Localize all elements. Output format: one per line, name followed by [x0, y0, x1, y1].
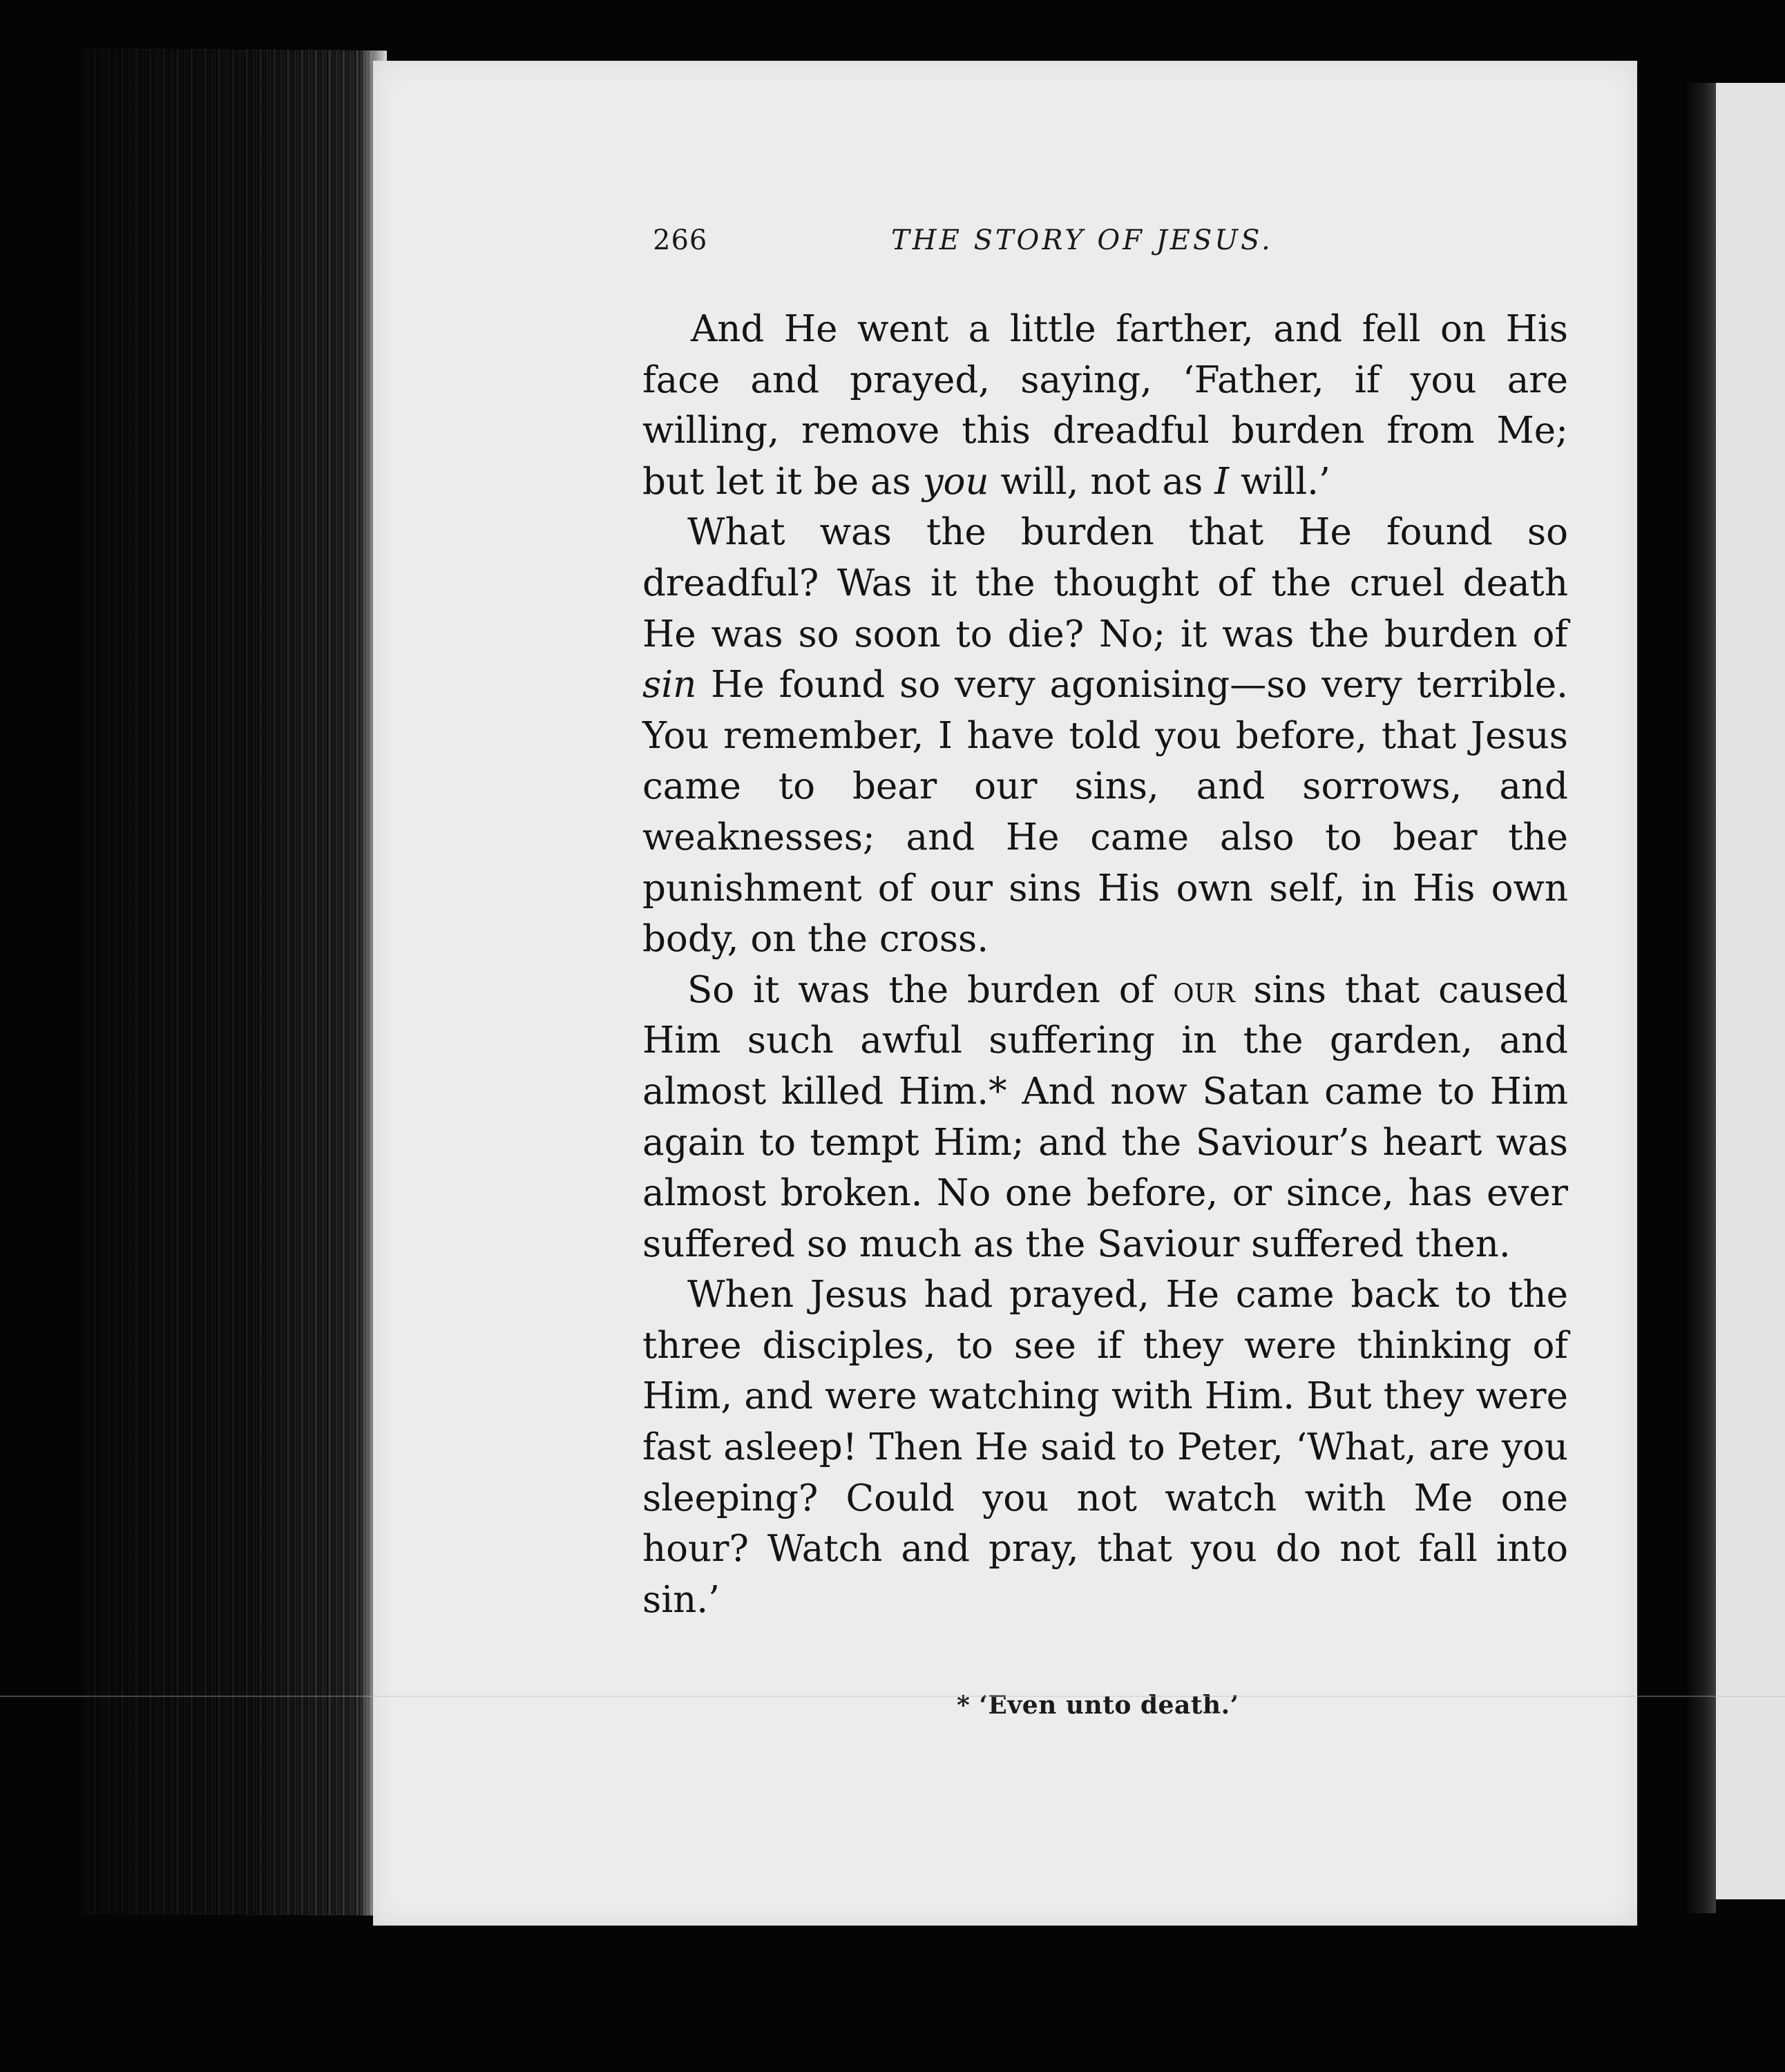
body-text	[642, 304, 1568, 1625]
adjacent-page-edge	[1716, 83, 1785, 1899]
italic-word: sin	[642, 664, 697, 707]
small-caps-word: our	[1173, 968, 1235, 1011]
book-page-edges	[83, 49, 387, 1916]
running-header	[653, 224, 1344, 266]
page-number: 266	[653, 224, 708, 256]
scanner-line-artifact	[0, 1696, 1785, 1697]
paragraph-text: sins that caused Him such awful suffering in the garden, and almost killed Him.* And now Satan came to Him again to tempt Him; and the Saviour’s heart was almost broken. No one before, or since, has ever suffered so much as the Saviour suffered then.	[642, 968, 1569, 1265]
paragraph-text: What was the burden that He found so dreadful? Was it the thought of the cruel death He was so soon to die? No; it was the burden of	[642, 511, 1568, 655]
italic-word: I	[1214, 460, 1230, 503]
paragraph-1	[642, 304, 1568, 507]
paragraph-text: And He went a little farther, and fell on His face and prayed, saying, ‘Father, if you are willing, remove this dreadful burden from Me; but let it be as	[642, 308, 1568, 503]
paragraph-text: He found so very agonising—so very terrible. You remember, I have told you before, that Jesus came to bear our sins, and sorrows, and weaknesses; and He came also to bear the punishment of our sins His own self, in His own body, on the cross.	[642, 664, 1568, 961]
italic-word: you	[922, 460, 989, 503]
paragraph-2	[642, 507, 1568, 964]
paragraph-4: When Jesus had prayed, He came back to the three disciples, to see if they were thinking of Him, and were watching with Him. But they were fast asleep! Then He said to Peter, ‘What, are you sleeping? Could you not watch with Me one hour? Watch and pray, that you do not fall into sin.’	[642, 1274, 1568, 1621]
running-title: THE STORY OF JESUS.	[891, 224, 1273, 256]
gutter-shadow	[1686, 83, 1716, 1913]
footnote: * ‘Even unto death.’	[957, 1691, 1239, 1720]
paragraph-text: will.’	[1229, 460, 1330, 503]
paragraph-text: So it was the burden of	[687, 968, 1174, 1011]
paragraph-3	[642, 965, 1568, 1270]
paragraph-text: will, not as	[989, 460, 1215, 503]
